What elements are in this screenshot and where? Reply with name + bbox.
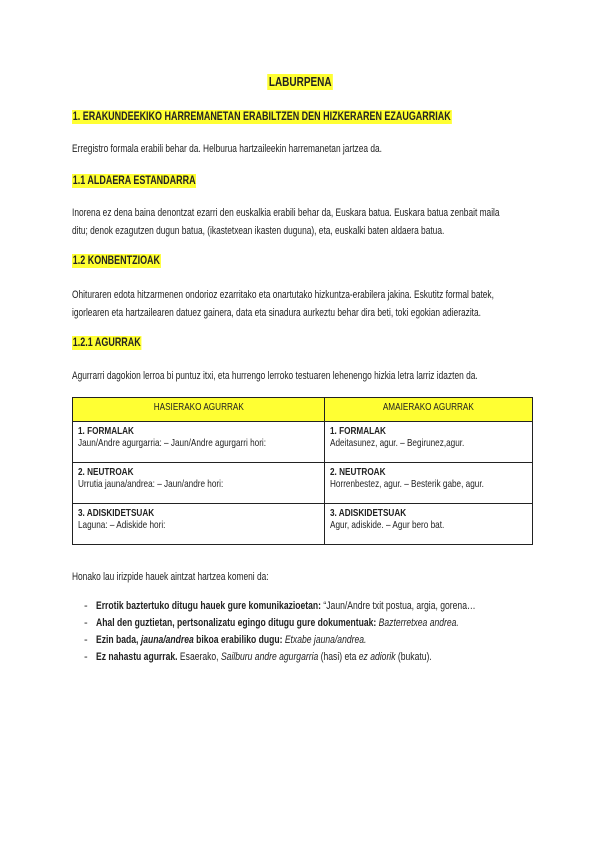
heading-section-1-2: 1.2 KONBENTZIOAK — [72, 255, 161, 267]
paragraph-section-1-2: Ohituraren edota hitzarmenen ondorioz ezarritako eta onartutako hizkuntza-erabilera jakina. Eskutitz formal batek, igorlearen eta hartzailearen datuez gainera, data eta sinadura aurkeztu behar dira beti, toki egokian adierazita. — [72, 289, 494, 319]
paragraph-section-1-1: Inorena ez dena baina denontzat ezarri den euskalkia erabili behar da, Euskara batua. Euskara batua zenbait maila ditu; denok ezagutzen dugun batua, (ikastetxean ikasten duguna), eta, euskalki baten aldaera batua. — [72, 207, 500, 237]
heading-section-1-2-1: 1.2.1 AGURRAK — [72, 337, 141, 349]
criteria-list — [72, 598, 542, 666]
list-item: - Ezin bada, jauna/andrea bikoa erabiliko dugu: Etxabe jauna/andrea. — [84, 634, 367, 646]
table-cell: 3. ADISKIDETSUAK Laguna: – Adiskide hori: — [73, 504, 325, 545]
table-header-end: AMAIERAKO AGURRAK — [325, 398, 533, 422]
list-item: - Errotik baztertuko ditugu hauek gure komunikazioetan: “Jaun/Andre txit postua, argia, gorena… — [84, 600, 476, 612]
list-item: - Ez nahastu agurrak. Esaerako, Sailburu andre agurgarria (hasi) eta ez adiorik (bukatu). — [84, 651, 432, 663]
table-cell: 2. NEUTROAK Horrenbestez, agur. – Besterik gabe, agur. — [325, 463, 533, 504]
paragraph-section-1-2-1: Agurrarri dagokion lerroa bi puntuz itxi, eta hurrengo lerroko testuaren lehenengo hizkia letra larriz idazten da. — [72, 370, 478, 382]
document-title: LABURPENA — [268, 75, 332, 89]
table-row — [73, 463, 533, 504]
paragraph-section-1: Erregistro formala erabili behar da. Helburua hartzaileekin harremanetan jartzea da. — [72, 143, 382, 155]
heading-section-1-1: 1.1 ALDAERA ESTANDARRA — [72, 175, 196, 187]
greetings-table — [72, 397, 533, 545]
table-header-start: HASIERAKO AGURRAK — [73, 398, 325, 422]
table-cell: 1. FORMALAK Jaun/Andre agurgarria: – Jaun/Andre agurgarri hori: — [73, 422, 325, 463]
table-cell: 3. ADISKIDETSUAK Agur, adiskide. – Agur bero bat. — [325, 504, 533, 545]
table-header-row — [73, 398, 533, 422]
list-item: - Ahal den guztietan, pertsonalizatu egingo ditugu gure dokumentuak: Bazterretxea andrea. — [84, 617, 459, 629]
criteria-intro: Honako lau irizpide hauek aintzat hartzea komeni da: — [72, 571, 269, 583]
table-row — [73, 422, 533, 463]
table-cell: 1. FORMALAK Adeitasunez, agur. – Begirunez,agur. — [325, 422, 533, 463]
table-row — [73, 504, 533, 545]
heading-section-1: 1. ERAKUNDEEKIKO HARREMANETAN ERABILTZEN DEN HIZKERAREN EZAUGARRIAK — [72, 111, 451, 123]
table-cell: 2. NEUTROAK Urrutia jauna/andrea: – Jaun/andre hori: — [73, 463, 325, 504]
